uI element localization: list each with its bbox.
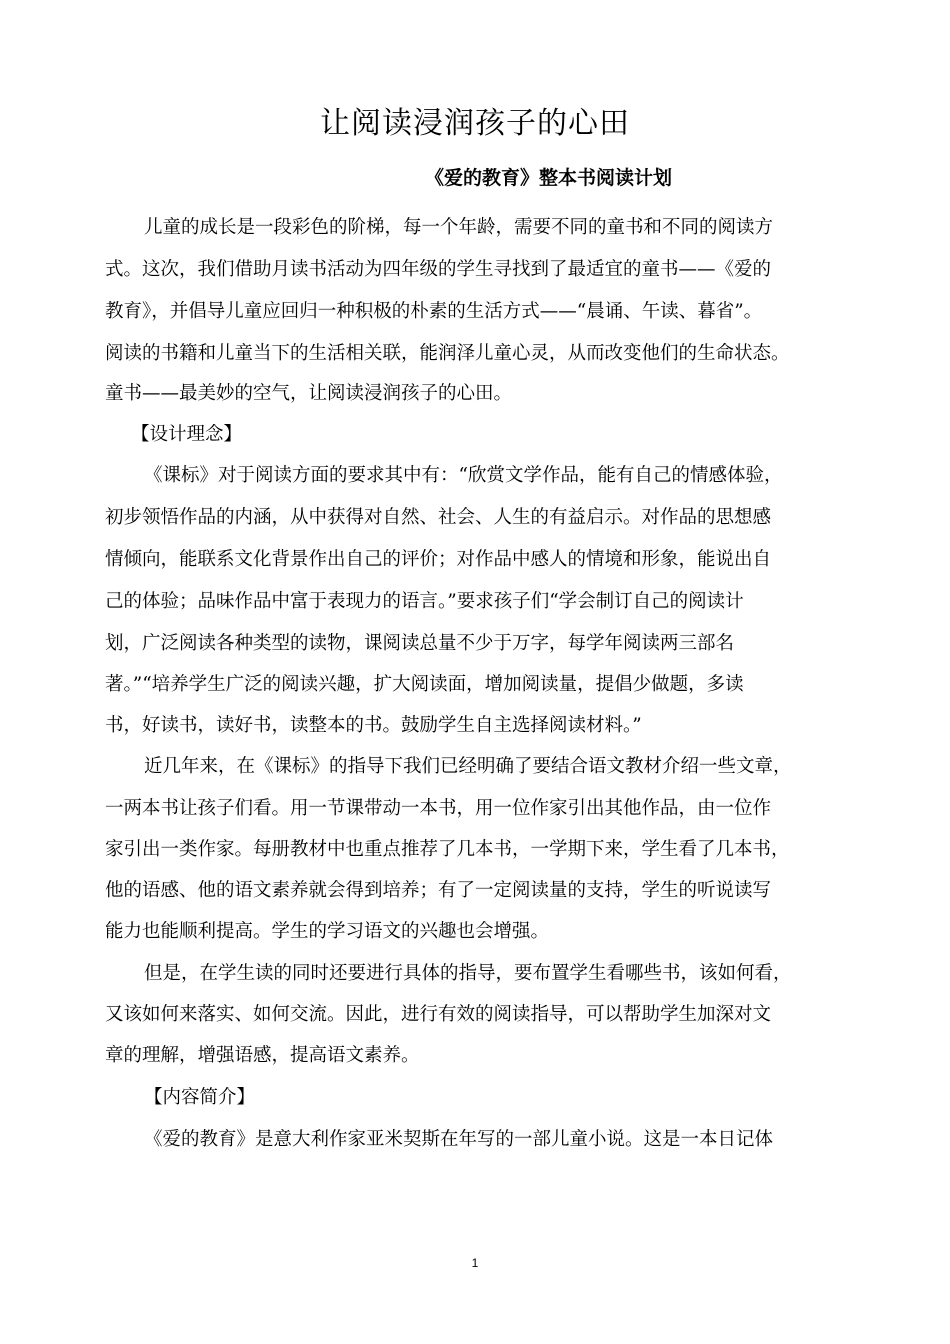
paragraph-line: 一两本书让孩子们看。用一节课带动一本书，用一位作家引出其他作品，由一位作 [105,798,772,819]
paragraph-line: 情倾向，能联系文化背景作出自己的评价；对作品中感人的情境和形象，能说出自 [105,549,772,570]
document-subtitle: 《爱的教育》整本书阅读计划 [425,167,673,189]
section-heading: 【设计理念】 [131,424,243,445]
paragraph-line: 书，好读书，读好书，读整本的书。鼓励学生自主选择阅读材料。” [105,715,642,736]
paragraph-line: 家引出一类作家。每册教材中也重点推荐了几本书，一学期下来，学生看了几本书， [105,839,790,860]
section-heading: 【内容简介】 [144,1087,256,1108]
paragraph-line: 近几年来，在《课标》的指导下我们已经明确了要结合语文教材介绍一些文章， [144,756,792,777]
paragraph-line: 初步领悟作品的内涵，从中获得对自然、社会、人生的有益启示。对作品的思想感 [105,507,772,528]
paragraph-line: 式。这次，我们借助月读书活动为四年级的学生寻找到了最适宜的童书——《爱的 [105,259,772,280]
paragraph-line: 教育》，并倡导儿童应回归一种积极的朴素的生活方式——“晨诵、午读、暮省”。 [105,301,763,322]
paragraph-line: 童书——最美妙的空气，让阅读浸润孩子的心田。 [105,383,513,404]
paragraph-line: 但是，在学生读的同时还要进行具体的指导，要布置学生看哪些书，该如何看， [144,963,792,984]
document-title: 让阅读浸润孩子的心田 [320,106,630,141]
paragraph-line: 《课标》对于阅读方面的要求其中有：“欣赏文学作品，能有自己的情感体验， [144,465,783,486]
paragraph-line: 章的理解，增强语感，提高语文素养。 [105,1045,420,1066]
paragraph-line: 划，广泛阅读各种类型的读物，课阅读总量不少于万字，每学年阅读两三部名 [105,633,735,654]
paragraph-line: 阅读的书籍和儿童当下的生活相关联，能润泽儿童心灵，从而改变他们的生命状态。 [105,343,790,364]
paragraph-line: 《爱的教育》是意大利作家亚米契斯在年写的一部儿童小说。这是一本日记体 [144,1129,774,1150]
paragraph-line: 己的体验；品味作品中富于表现力的语言。”要求孩子们“学会制订自己的阅读计 [105,591,744,612]
paragraph-line: 能力也能顺利提高。学生的学习语文的兴趣也会增强。 [105,921,550,942]
paragraph-line: 又该如何来落实、如何交流。因此，进行有效的阅读指导，可以帮助学生加深对文 [105,1004,772,1025]
paragraph-line: 著。”“培养学生广泛的阅读兴趣，扩大阅读面，增加阅读量，提倡少做题，多读 [105,674,744,695]
paragraph-line: 他的语感、他的语文素养就会得到培养；有了一定阅读量的支持，学生的听说读写 [105,880,772,901]
page-number: 1 [471,1256,479,1270]
paragraph-line: 儿童的成长是一段彩色的阶梯，每一个年龄，需要不同的童书和不同的阅读方 [144,217,774,238]
